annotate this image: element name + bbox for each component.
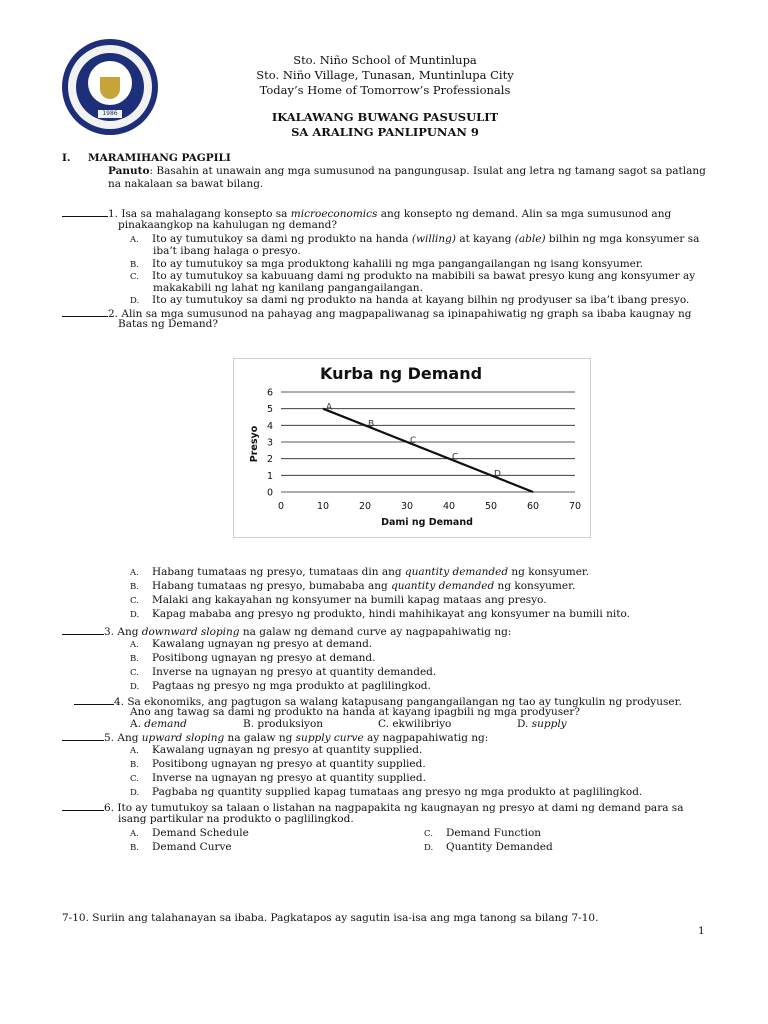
q5-text-a: 5. Ang [104,732,142,744]
exam-title-line1: IKALAWANG BUWANG PASUSULIT [271,110,499,124]
chart-svg [233,358,591,538]
q6-option-b [130,841,232,855]
question-3 [62,624,511,639]
q6-option-d-letter: D. [424,843,434,853]
section-number: I. [62,152,71,164]
chart-y-tick-label: 3 [266,437,273,449]
answer-blank-5[interactable] [62,730,104,741]
school-motto: Today’s Home of Tomorrow’s Professionals [259,83,511,97]
q2-option-a [130,566,589,580]
q6-option-b-letter: B. [130,843,139,853]
answer-blank-6[interactable] [62,800,104,811]
q4-line2: Ano ang tawag sa dami ng produkto na handa at kayang ipagbili ng mga prodyuser? [130,706,581,718]
q3-text-b: na galaw ng demand curve ay nagpapahiwatig ng: [239,626,512,638]
chart-x-tick-label: 40 [442,501,456,512]
q2-option-a-italic: quantity demanded [404,566,509,578]
q2-option-b [130,580,575,594]
q6-option-b-text: Demand Curve [152,841,232,853]
answer-blank-1[interactable] [62,206,108,217]
chart-y-tick-label: 4 [266,420,273,432]
school-address: Sto. Niño Village, Tunasan, Muntinlupa City [256,68,514,82]
q3-option-b-text: Positibong ugnayan ng presyo at demand. [152,652,376,664]
q1-option-c-text: Ito ay tumutukoy sa kabuuang dami ng produkto na mabibili sa bawat presyo kung ang konsyumer ay [152,270,696,282]
q5-option-d-letter: D. [130,788,140,798]
q1-option-b-text: Ito ay tumutukoy sa mga produktong kahalili ng mga pangangailangan ng isang konsyumer. [152,258,644,270]
q4-text: 4. Sa ekonomiks, ang pagtugon sa walang katapusang pangangailangan ng tao ay tungkulin ng prodyuser. [114,696,682,708]
q5-text-b: na galaw ng [224,732,296,744]
q1-option-a-text3: bilhin ng mga konsyumer sa [545,233,700,245]
q2-option-a-text1: Habang tumataas ng presyo, tumataas din ang [152,566,405,578]
q4-option-b: B. produksiyon [243,718,324,730]
chart-x-tick-label: 10 [316,501,330,512]
q4-option-d [517,718,567,731]
q5-option-a [130,744,422,758]
page-number: 1 [698,925,705,937]
q3-option-c-letter: C. [130,668,139,678]
instructions [108,165,706,178]
q2-option-a-letter: A. [130,568,139,578]
q5-option-d [130,786,642,800]
q1-option-a-text1: Ito ay tumutukoy sa dami ng produkto na handa [152,233,412,245]
chart-point-label: C [452,452,459,463]
q3-option-a-text: Kawalang ugnayan ng presyo at demand. [152,638,373,650]
q1-text-b: ang konsepto ng demand. Alin sa mga sumusunod ang [377,208,672,220]
chart-y-tick-label: 5 [266,404,273,416]
q5-text-italic2: supply curve [295,732,364,744]
q1-option-c-line2: makakabili ng lahat ng kanilang pangangailangan. [153,282,423,294]
q3-option-b [130,652,376,666]
q1-text-a: 1. Isa sa mahalagang konsepto sa [108,208,291,220]
q5-option-b-text: Positibong ugnayan ng presyo at quantity supplied. [152,758,426,770]
chart-y-tick-label: 1 [266,470,273,482]
q5-option-a-text: Kawalang ugnayan ng presyo at quantity supplied. [152,744,423,756]
q2-option-d [130,608,630,622]
demand-curve-chart [233,358,591,538]
exam-title [160,110,610,140]
q4-option-c: C. ekwilibriyo [378,718,452,730]
q1-option-d-text: Ito ay tumutukoy sa dami ng produkto na handa at kayang bilhin ng prodyuser sa iba’t ibang presyo. [152,294,690,306]
q6-option-d [424,841,553,855]
q5-text-italic1: upward sloping [141,732,225,744]
q2-option-d-letter: D. [130,610,140,620]
q6-line2: isang partikular na produkto o paglilingkod. [118,813,354,825]
q1-text-italic: microeconomics [290,208,378,220]
q1-option-b-letter: B. [130,260,139,270]
q1-option-c-letter: C. [130,272,139,282]
chart-x-tick-label: 50 [484,501,498,512]
q3-text-italic: downward sloping [141,626,240,638]
chart-x-tick-label: 20 [358,501,372,512]
q6-option-a-text: Demand Schedule [152,827,249,839]
q2-option-b-letter: B. [130,582,139,592]
q4-option-a-label: A. [130,718,145,730]
exam-title-line2: SA ARALING PANLIPUNAN 9 [291,125,479,139]
shield-icon [100,77,120,99]
q5-option-a-letter: A. [130,746,139,756]
q5-option-b [130,758,426,772]
answer-blank-4[interactable] [74,694,114,705]
school-seal-logo [62,39,158,135]
chart-point-label: B [368,419,375,430]
q4-option-a-text: demand [144,718,187,730]
chart-x-tick-label: 30 [400,501,414,512]
q1-line2: pinakaangkop na kahulugan ng demand? [118,219,338,231]
q2-option-c [130,594,547,608]
q2-option-a-text2: ng konsyumer. [508,566,590,578]
q4-option-d-text: supply [531,718,567,730]
school-header [160,53,610,98]
chart-point-label: A [326,402,333,413]
q3-option-d-text: Pagtaas ng presyo ng mga produkto at paglilingkod. [152,680,431,692]
q1-option-a-letter: A. [130,235,139,245]
chart-y-tick-label: 0 [266,487,273,499]
chart-ylabel: Presyo [249,425,260,463]
q3-option-d-letter: D. [130,682,140,692]
q1-option-a-italic1: (willing) [411,233,456,245]
q5-text-c: ay nagpapahiwatig ng: [363,732,489,744]
section-title: MARAMIHANG PAGPILI [88,152,231,164]
q2-option-b-text2: ng konsyumer. [494,580,576,592]
chart-point-label: C [410,436,417,446]
school-name: Sto. Niño School of Muntinlupa [293,53,477,67]
q6-option-d-text: Quantity Demanded [446,841,553,853]
question-5 [62,730,488,745]
q2-line2: Batas ng Demand? [118,318,218,330]
q5-option-b-letter: B. [130,760,139,770]
q3-option-d [130,680,431,694]
q3-option-b-letter: B. [130,654,139,664]
q3-option-a [130,638,372,652]
chart-x-tick-label: 70 [568,501,582,512]
q6-text: 6. Ito ay tumutukoy sa talaan o listahan na nagpapakita ng kaugnayan ng presyo at dami ng demand para sa [104,802,684,814]
chart-y-tick-label: 2 [266,454,273,466]
q2-text: 2. Alin sa mga sumusunod na pahayag ang magpapaliwanag sa ipinapahiwatig ng graph sa ibaba kaugnay ng [108,308,692,320]
answer-blank-2[interactable] [62,306,108,317]
q1-option-d-letter: D. [130,296,140,306]
instructions-label: Panuto [108,165,150,177]
q5-option-d-text: Pagbaba ng quantity supplied kapag tumataas ang presyo ng mga produkto at paglilingkod. [152,786,643,798]
q6-option-a-letter: A. [130,829,139,839]
q3-text-a: 3. Ang [104,626,142,638]
q2-option-b-text1: Habang tumataas ng presyo, bumababa ang [152,580,392,592]
instructions-line1: : Basahin at unawain ang mga sumusunod na pangungusap. Isulat ang letra ng tamang sagot sa patlang [149,165,706,177]
instructions-line2: na nakalaan sa bawat bilang. [108,178,264,190]
chart-title: Kurba ng Demand [319,364,483,383]
q1-option-a-italic2: (able) [514,233,546,245]
q3-option-a-letter: A. [130,640,139,650]
seal-year: 1986 [98,110,122,118]
q2-option-d-text: Kapag mababa ang presyo ng produkto, hindi mahihikayat ang konsyumer na bumili nito. [152,608,630,620]
q6-option-c-text: Demand Function [446,827,542,839]
q5-option-c-letter: C. [130,774,139,784]
q3-option-c [130,666,436,680]
q2-option-c-letter: C. [130,596,139,606]
q6-option-a [130,827,249,841]
q2-option-b-italic: quantity demanded [391,580,495,592]
q5-option-c [130,772,426,786]
q2-option-c-text: Malaki ang kakayahan ng konsyumer na bumili kapag mataas ang presyo. [152,594,547,606]
chart-xlabel: Dami ng Demand [381,517,473,528]
q1-option-a-line2: iba’t ibang halaga o presyo. [153,245,301,257]
answer-blank-3[interactable] [62,624,104,635]
q6-option-c [424,827,541,841]
q6-option-c-letter: C. [424,829,433,839]
chart-y-tick-label: 6 [266,387,273,399]
q4-option-d-label: D. [517,718,532,730]
chart-x-tick-label: 60 [526,501,540,512]
q1-option-a-text2: at kayang [456,233,515,245]
q3-option-c-text: Inverse na ugnayan ng presyo at quantity demanded. [152,666,437,678]
question-7-10-instructions: 7-10. Suriin ang talahanayan sa ibaba. Pagkatapos ay sagutin isa-isa ang mga tanong sa bilang 7-10. [62,912,599,924]
chart-point-label: D [494,469,501,480]
q5-option-c-text: Inverse na ugnayan ng presyo at quantity supplied. [152,772,426,784]
chart-x-tick-label: 0 [277,501,285,512]
